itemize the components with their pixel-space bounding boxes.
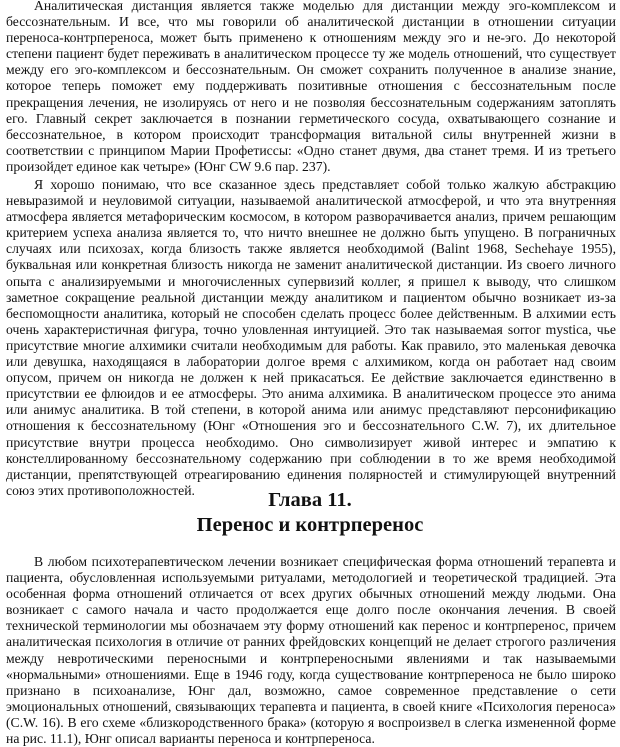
chapter-heading <box>0 488 620 538</box>
paragraph-analytic-atmosphere: Я хорошо понимаю, что все сказанное здесь представляет собой только жалкую абстракцию невыразимой и неуловимой ситуации, называемой аналитической атмосферой, и что эта внутренняя атмосфера является метафорическим космосом, в котором разворачивается анализ, причем решающим критерием успеха анализа является то, что ничто внешнее не должно быть упущено. В пограничных случаях или психозах, когда близость также является необходимой (Balint 1968, Sechehaye 1955), буквальная или конкретная близость никогда не заменит аналитической дистанции. Из своего личного опыта с анализируемыми и многочисленных супервизий коллег, я пришел к выводу, что слишком заметное сокращение реальной дистанции между аналитиком и пациентом обычно возникает из-за беспомощности аналитика, который не способен сделать процесс более действенным. В алхимии есть очень характеристичная фигура, точно уловленная интуицией. Это так называемая sorror mystica, чье присутствие многие алхимики считали необходимым для работы. Как правило, это маленькая девочка или девушка, находящаяся в лаборатории долгое время с алхимиком, когда он работает над своим опусом, причем он никогда не должен к ней прикасаться. Ее действие заключается единственно в присутствии ее флюидов и ее атмосферы. Это анима алхимика. В аналитическом процессе это анима или анимус аналитика. В той степени, в которой анима или анимус представляют персонификацию отношения к бессознательному (Юнг «Отношения эго и бессознательного C.W. 7), их длительное присутствие внутри процесса необходимо. Оно символизирует живой интерес и эмпатию к констеллированному бессознательному содержанию при соблюдении в то же время необходимой дистанции, препятствующей отреагированию единения полярностей и стимулирующей внутренний союз этих противоположностей. <box>6 177 616 498</box>
paragraph-analytic-distance: Аналитическая дистанция является также моделью для дистанции между эго-комплексом и бессознательным. И все, что мы говорили об аналитической дистанции в отношении ситуации переноса-контрпереноса, может быть применено к отношениям между эго и не-эго. До некоторой степени пациент будет переживать в аналитическом процессе ту же модель отношений, что существует между его эго-комплексом и бессознательным. Он сможет сохранить полученное в анализе знание, которое теперь поможет ему поддерживать позитивные отношения с бессознательным после прекращения лечения, не изолируясь от него и не позволяя бессознательным содержаниям затоплять его. Главный секрет заключается в познании герметического сосуда, охватывающего сознание и бессознательное, в котором происходит трансформация витальной силы внутренней жизни в соответствии с принципом Марии Профетиссы: «Одно станет двумя, два станет тремя. И из третьего произойдет единое как четыре» (Юнг CW 9.6 пар. 237). <box>6 0 616 174</box>
chapter-number: Глава 11. <box>268 489 352 511</box>
chapter-title: Перенос и контрперенос <box>196 514 424 536</box>
paragraph-transference-intro: В любом психотерапевтическом лечении возникает специфическая форма отношений терапевта и пациента, обусловленная используемыми ритуалами, методологией и теоретической традицией. Эта особенная форма отношений отличается от всех других обычных отношений между людьми. Она возникает с самого начала и часто продолжается еще долго после окончания лечения. В своей технической терминологии мы обозначаем эту форму отношений как перенос и контрперенос, причем аналитическая психология в отличие от ранних фрейдовских концепций не делает строгого различения между невротическими переносными и контрпереносными явлениями и так называемыми «нормальными» отношениями. Еще в 1946 году, когда существование контрпереноса не было широко признано в психоанализе, Юнг дал, возможно, самое современное представление о сети эмоциональных отношений, связывающих терапевта и пациента, в своей книге «Психология переноса» (C.W. 16). В его схеме «близкородственного брака» (которую я воспроизвел в слегка измененной форме на рис. 11.1), Юнг описал варианты переноса и контрпереноса. <box>6 554 616 747</box>
